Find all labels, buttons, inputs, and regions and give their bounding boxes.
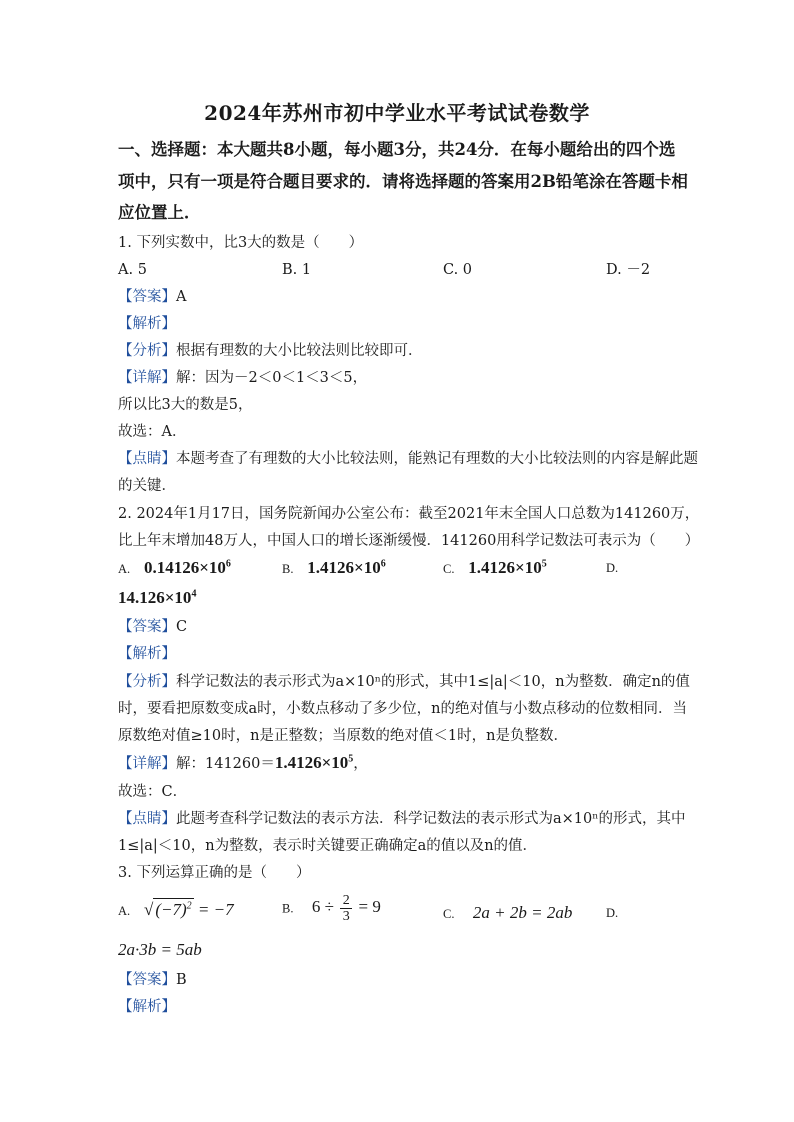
q1-fenxi-line [118, 341, 423, 361]
q1-option-c: C. 0 [443, 262, 473, 278]
fenxi-tag: 【分析】 [118, 343, 176, 359]
q1-solution-line-3: 故选：A． [118, 424, 187, 440]
q2-dianjing-line-2: 1≤|a|＜10，n为整数，表示时关键要正确确定a的值以及n的值． [118, 838, 538, 854]
q2-option-d-exp: 4 [191, 588, 197, 600]
answer-tag: 【答案】 [118, 972, 176, 988]
q3-option-b-num: 2 [342, 893, 350, 908]
section-header-line-3: 应位置上． [118, 203, 201, 222]
q3-stem: 3. 下列运算正确的是（ ） [118, 865, 311, 881]
dianjing-tag: 【点睛】 [118, 811, 176, 827]
q2-option-c-value [468, 558, 546, 577]
fenxi-tag: 【分析】 [118, 674, 176, 690]
q2-option-d-value [118, 588, 196, 609]
q3-option-d-label [606, 903, 618, 923]
xiangjie-tag: 【详解】 [118, 756, 176, 772]
q3-option-b-den: 3 [342, 909, 350, 924]
q2-option-a-base: 0.14126×10 [143, 558, 226, 577]
q2-option-a-value [144, 558, 231, 577]
q2-option-a-exp: 6 [225, 558, 231, 570]
q1-jiexi-tag: 【解析】 [118, 316, 176, 332]
q2-answer-line [118, 617, 187, 637]
q2-option-d-label-text: D. [606, 561, 619, 575]
q2-xiangjie-exp: 5 [348, 753, 354, 765]
q2-fenxi-line-3: 原数绝对值≥10时，n是正整数；当原数的绝对值＜1时，n是负整数． [118, 728, 569, 744]
q2-option-c-exp: 5 [541, 558, 547, 570]
q1-xiangjie: 解：因为－2＜0＜1＜3＜5， [176, 370, 368, 386]
q3-jiexi-tag: 【解析】 [118, 999, 176, 1015]
q2-option-b-exp: 6 [380, 558, 386, 570]
q1-answer-line [118, 287, 186, 307]
q2-solution-line-3: 故选：C． [118, 784, 188, 800]
q1-dianjing-line-2: 的关键． [118, 478, 176, 494]
q3-option-b-lhs: 6 ÷ [311, 897, 339, 917]
q2-xiangjie-end: ， [353, 756, 368, 772]
sqrt-radicand [153, 898, 193, 920]
q2-option-b-label: B. [282, 562, 294, 576]
q2-stem-line-1: 2. 2024年1月17日，国务院新闻办公室公布：截至2021年末全国人口总数为141260万， [118, 506, 700, 522]
q1-fenxi: 根据有理数的大小比较法则比较即可． [176, 343, 423, 359]
q2-option-c [443, 558, 547, 579]
q2-option-c-label: C. [443, 562, 455, 576]
q3-option-d-label-text: D. [606, 906, 619, 920]
q1-dianjing-1: 本题考查了有理数的大小比较法则，能熟记有理数的大小比较法则的内容是解此题 [176, 451, 698, 467]
q2-option-c-base: 1.4126×10 [468, 558, 542, 577]
q3-option-b-label: B. [282, 901, 294, 916]
q3-answer-line [118, 970, 187, 990]
q2-dianjing-1: 此题考查科学记数法的表示方法．科学记数法的表示形式为a×10ⁿ的形式，其中 [176, 811, 686, 827]
q1-option-a: A. 5 [118, 262, 147, 278]
q2-fenxi-1: 科学记数法的表示形式为a×10ⁿ的形式，其中1≤|a|＜10，n为整数．确定n的值 [176, 674, 690, 690]
q3-option-a-exp: 2 [186, 900, 192, 912]
answer-tag: 【答案】 [118, 619, 176, 635]
q1-answer: A [176, 289, 187, 305]
q3-option-b [282, 893, 381, 924]
section-header-line-2: 项中，只有一项是符合题目要求的．请将选择题的答案用2B铅笔涂在答题卡相 [118, 172, 688, 191]
q2-xiangjie-line [118, 753, 368, 774]
q2-option-d-label [606, 558, 618, 578]
q2-option-b-base: 1.4126×10 [307, 558, 381, 577]
section-header-line-1: 一、选择题：本大题共8小题，每小题3分，共24分．在每小题给出的四个选 [118, 140, 676, 159]
q2-stem-line-2: 比上年末增加48万人，中国人口的增长逐渐缓慢．141260用科学记数法可表示为（ ） [118, 533, 700, 549]
q2-option-b-value [307, 558, 385, 577]
q1-xiangjie-line [118, 368, 367, 388]
xiangjie-tag: 【详解】 [118, 370, 176, 386]
q3-option-b-rhs: = 9 [354, 897, 381, 917]
q3-option-a-label: A. [118, 904, 131, 918]
q3-option-c-value: 2a + 2b = 2ab [472, 903, 573, 922]
page-title: 2024年苏州市初中学业水平考试试卷数学 [204, 101, 590, 125]
q2-xiangjie-base: 1.4126×10 [274, 753, 349, 772]
q1-dianjing-line-1 [118, 449, 698, 469]
q3-option-b-value [311, 893, 381, 924]
q3-option-d-value [118, 940, 202, 961]
q3-option-a-rhs: = −7 [193, 900, 234, 919]
q2-option-d-base: 14.126×10 [118, 588, 192, 607]
fraction [340, 893, 352, 924]
q2-jiexi-tag: 【解析】 [118, 646, 176, 662]
q1-solution-line-2: 所以比3大的数是5， [118, 397, 253, 413]
q2-xiangjie-math [275, 753, 353, 772]
q3-option-a-value: √ $(-7)^2 = -7$ [143, 900, 234, 919]
q3-option-a-inner: (−7) [155, 900, 187, 919]
q1-option-d: D. －2 [606, 262, 651, 278]
q2-option-a [118, 558, 231, 579]
q2-fenxi-line-2: 时，要看把原数变成a时，小数点移动了多少位，n的绝对值与小数点移动的位数相同．当 [118, 701, 687, 717]
q3-answer: B [176, 972, 187, 988]
q3-option-a [118, 898, 234, 921]
q2-option-a-label: A. [118, 562, 131, 576]
q2-xiangjie: 解：141260＝ [176, 756, 275, 772]
q2-answer: C [176, 619, 188, 635]
q3-option-c-label: C. [443, 907, 455, 921]
q3-option-c [443, 903, 572, 924]
q2-option-b [282, 558, 386, 579]
q2-dianjing-line-1 [118, 809, 686, 829]
q3-option-d-expr: 2a·3b = 5ab [118, 940, 202, 959]
q2-fenxi-line-1 [118, 672, 690, 692]
dianjing-tag: 【点睛】 [118, 451, 176, 467]
q1-stem: 1. 下列实数中，比3大的数是（ ） [118, 235, 364, 251]
q1-option-b: B. 1 [282, 262, 312, 278]
answer-tag: 【答案】 [118, 289, 176, 305]
